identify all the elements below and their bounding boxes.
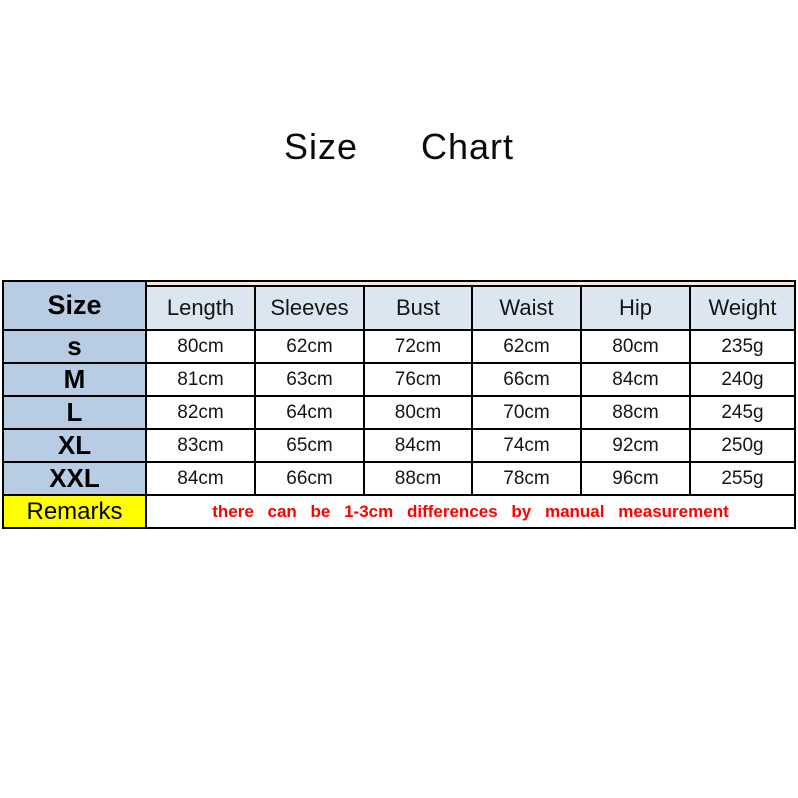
size-cell: XL [3,429,146,462]
waist-cell: 62cm [472,330,581,363]
weight-cell: 245g [690,396,795,429]
bust-cell: 72cm [364,330,472,363]
sleeves-cell: 63cm [255,363,364,396]
header-cell-size: Size [3,281,146,330]
size-cell: L [3,396,146,429]
table-row-xxl [3,462,795,495]
table-row-s [3,330,795,363]
hip-cell: 84cm [581,363,690,396]
sleeves-cell: 65cm [255,429,364,462]
size-cell: M [3,363,146,396]
table-row-xl [3,429,795,462]
size-cell: XXL [3,462,146,495]
hip-cell: 96cm [581,462,690,495]
header-cell-length: Length [146,286,255,330]
bust-cell: 84cm [364,429,472,462]
size-chart-table [2,280,796,529]
waist-cell: 74cm [472,429,581,462]
weight-cell: 255g [690,462,795,495]
waist-cell: 70cm [472,396,581,429]
weight-cell: 240g [690,363,795,396]
hip-cell: 92cm [581,429,690,462]
waist-cell: 66cm [472,363,581,396]
bust-cell: 88cm [364,462,472,495]
remarks-label: Remarks [3,495,146,528]
header-cell-sleeves: Sleeves [255,286,364,330]
header-cell-bust: Bust [364,286,472,330]
header-cell-hip: Hip [581,286,690,330]
header-cell-waist: Waist [472,286,581,330]
waist-cell: 78cm [472,462,581,495]
sleeves-cell: 66cm [255,462,364,495]
length-cell: 80cm [146,330,255,363]
sleeves-cell: 64cm [255,396,364,429]
bust-cell: 76cm [364,363,472,396]
sleeves-cell: 62cm [255,330,364,363]
remarks-text: there can be 1-3cm differences by manual measurement [146,495,795,528]
weight-cell: 250g [690,429,795,462]
length-cell: 84cm [146,462,255,495]
length-cell: 82cm [146,396,255,429]
hip-cell: 80cm [581,330,690,363]
length-cell: 83cm [146,429,255,462]
page-title: Size Chart [283,126,515,167]
table-row-l [3,396,795,429]
bust-cell: 80cm [364,396,472,429]
size-cell: s [3,330,146,363]
table-row-m [3,363,795,396]
weight-cell: 235g [690,330,795,363]
remarks-row [3,495,795,528]
hip-cell: 88cm [581,396,690,429]
length-cell: 81cm [146,363,255,396]
header-cell-weight: Weight [690,286,795,330]
